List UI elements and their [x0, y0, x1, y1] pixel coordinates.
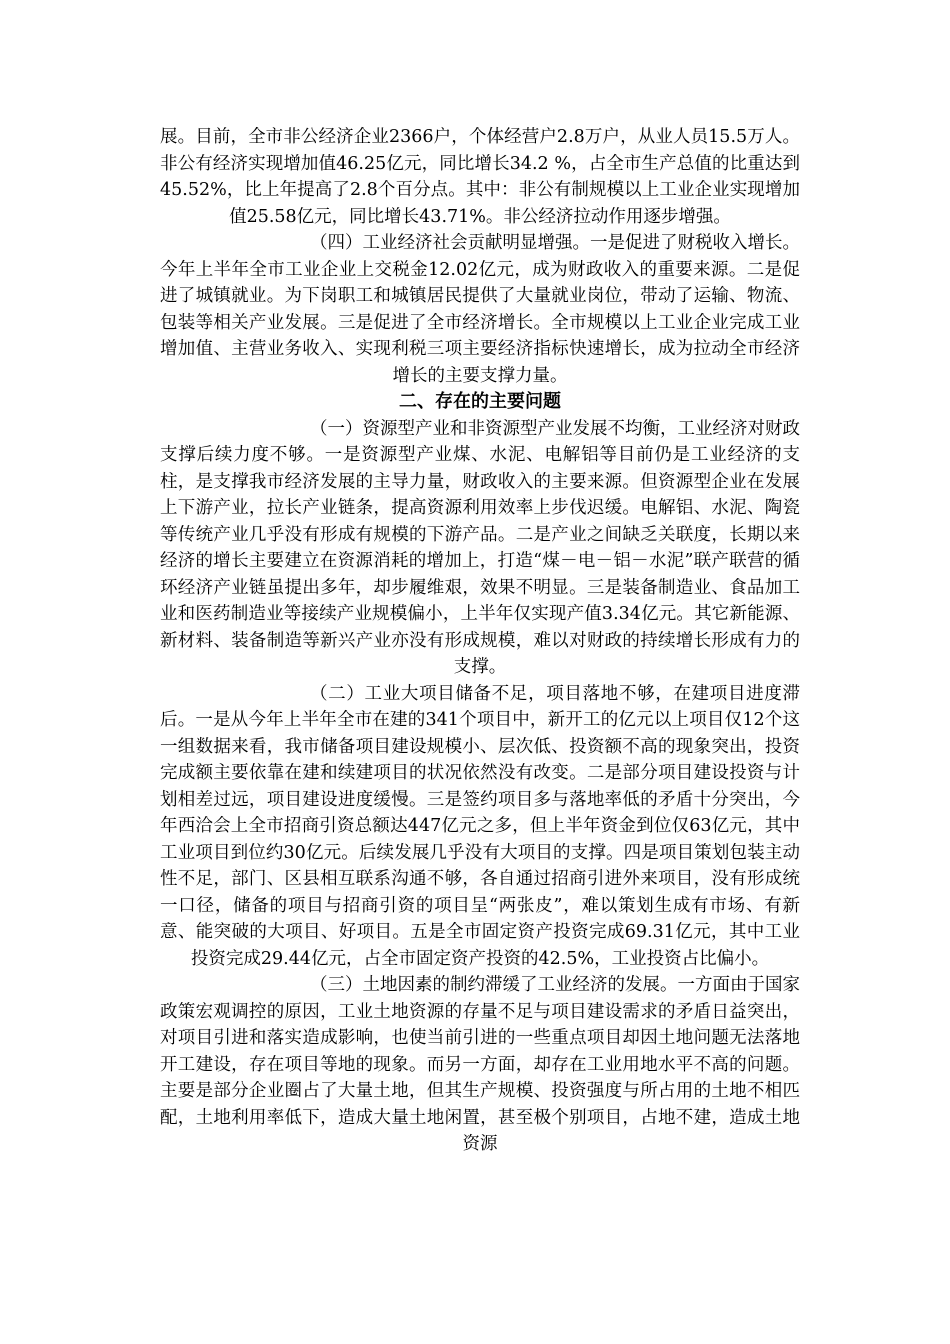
paragraph-problem-2: （二）工业大项目储备不足，项目落地不够，在建项目进度滞后。一是从今年上半年全市在建的341个项目中，新开工的亿元以上项目仅12个这一组数据来看，我市储备项目建设规模小、层次低、投资额不高的现象突出，投资完成额主要依靠在建和续建项目的状况依然没有改变。二是部分项目建设投资与计划相差过远，项目建设进度缓慢。三是签约项目多与落地率低的矛盾十分突出，今年西洽会上全市招商引资总额达447亿元之多，但上半年资金到位仅63亿元，其中工业项目到位约30亿元。后续发展几乎没有大项目的支撑。四是项目策划包装主动性不足，部门、区县相互联系沟通不够，各自通过招商引进外来项目，没有形成统一口径，储备的项目与招商引资的项目呈“两张皮”，难以策划生成有市场、有新意、能突破的大项目、好项目。五是全市固定资产投资完成69.31亿元，其中工业投资完成29.44亿元，占全市固定资产投资的42.5%，工业投资占比偏小。 [160, 683, 800, 969]
paragraph-problem-3: （三）土地因素的制约滞缓了工业经济的发展。一方面由于国家政策宏观调控的原因，工业土地资源的存量不足与项目建设需求的矛盾日益突出，对项目引进和落实造成影响，也使当前引进的一些重点项目却因土地问题无法落地开工建设，存在项目等地的现象。而另一方面，却存在工业用地水平不高的问题。主要是部分企业圈占了大量土地，但其生产规模、投资强度与所占用的土地不相匹配，土地利用率低下，造成大量土地闲置，甚至极个别项目，占地不建，造成土地资源 [160, 975, 800, 1154]
document-body [160, 124, 800, 1158]
section-heading: 二、存在的主要问题 [399, 391, 561, 412]
paragraph-social-contribution: （四）工业经济社会贡献明显增强。一是促进了财税收入增长。今年上半年全市工业企业上交税金12.02亿元，成为财政收入的重要来源。二是促进了城镇就业。为下岗职工和城镇居民提供了大量就业岗位，带动了运输、物流、包装等相关产业发展。三是促进了全市经济增长。全市规模以上工业企业完成工业增加值、主营业务收入、实现利税三项主要经济指标快速增长，成为拉动全市经济增长的主要支撑力量。 [160, 233, 800, 386]
paragraph-problem-1: （一）资源型产业和非资源型产业发展不均衡，工业经济对财政支撑后续力度不够。一是资源型产业煤、水泥、电解铝等目前仍是工业经济的支柱，是支撑我市经济发展的主导力量，财政收入的主要来源。但资源型企业在发展上下游产业，拉长产业链条，提高资源利用效率上步伐迟缓。电解铝、水泥、陶瓷等传统产业几乎没有形成有规模的下游产品。二是产业之间缺乏关联度，长期以来经济的增长主要建立在资源消耗的增加上，打造“煤－电－铝－水泥”联产联营的循环经济产业链虽提出多年，却步履维艰，效果不明显。三是装备制造业、食品加工业和医药制造业等接续产业规模偏小，上半年仅实现产值3.34亿元。其它新能源、新材料、装备制造等新兴产业亦没有形成规模，难以对财政的持续增长形成有力的支撑。 [160, 418, 800, 677]
paragraph-non-public-economy: 展。目前，全市非公经济企业2366户，个体经营户2.8万户，从业人员15.5万人。非公有经济实现增加值46.25亿元，同比增长34.2 %，占全市生产总值的比重达到45.52%，比上年提高了2.8个百分点。其中：非公有制规模以上工业企业实现增加值25.58亿元，同比增长43.71%。非公经济拉动作用逐步增强。 [160, 127, 800, 227]
